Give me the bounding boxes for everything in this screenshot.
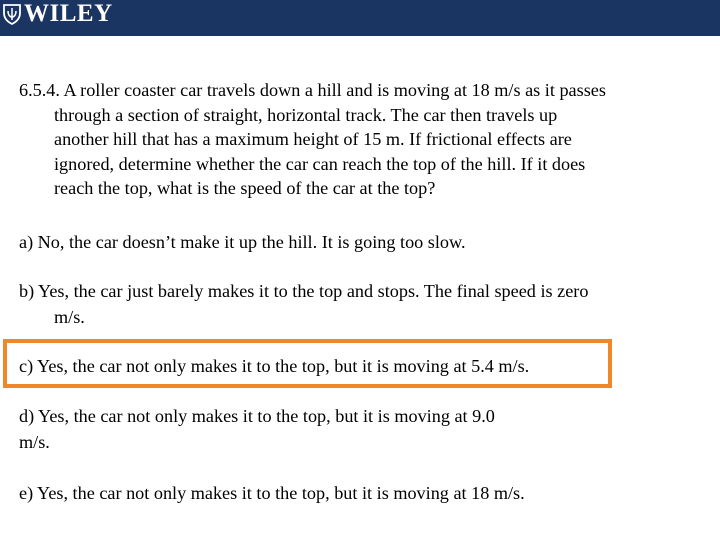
wiley-logo xyxy=(2,0,113,28)
answer-line: e) Yes, the car not only makes it to the top, but it is moving at 18 m/s. xyxy=(19,483,525,503)
question-text xyxy=(19,78,709,201)
answer-option-a[interactable] xyxy=(19,229,709,255)
answer-option-b[interactable] xyxy=(19,278,709,330)
header-bar xyxy=(0,0,720,36)
answer-line: c) Yes, the car not only makes it to the top, but it is moving at 5.4 m/s. xyxy=(19,356,530,376)
question-line: 6.5.4. A roller coaster car travels down a hill and is moving at 18 m/s as it passes xyxy=(19,80,606,100)
answer-line: m/s. xyxy=(54,307,85,327)
answer-line: m/s. xyxy=(19,432,50,452)
brand-name: WILEY xyxy=(24,0,113,27)
question-line: through a section of straight, horizontal track. The car then travels up xyxy=(54,104,558,125)
answer-line: d) Yes, the car not only makes it to the top, but it is moving at 9.0 xyxy=(19,406,495,426)
answer-line: b) Yes, the car just barely makes it to the top and stops. The final speed is zero xyxy=(19,281,589,301)
answer-option-c[interactable] xyxy=(19,353,709,379)
question-line: reach the top, what is the speed of the car at the top? xyxy=(54,178,436,199)
question-line: another hill that has a maximum height of 15 m. If frictional effects are xyxy=(54,129,572,150)
wiley-shield-icon xyxy=(2,3,22,25)
question-line: ignored, determine whether the car can reach the top of the hill. If it does xyxy=(54,153,586,174)
answer-option-d[interactable] xyxy=(19,403,709,455)
answer-option-e[interactable] xyxy=(19,480,709,506)
answer-line: a) No, the car doesn’t make it up the hill. It is going too slow. xyxy=(19,232,466,252)
